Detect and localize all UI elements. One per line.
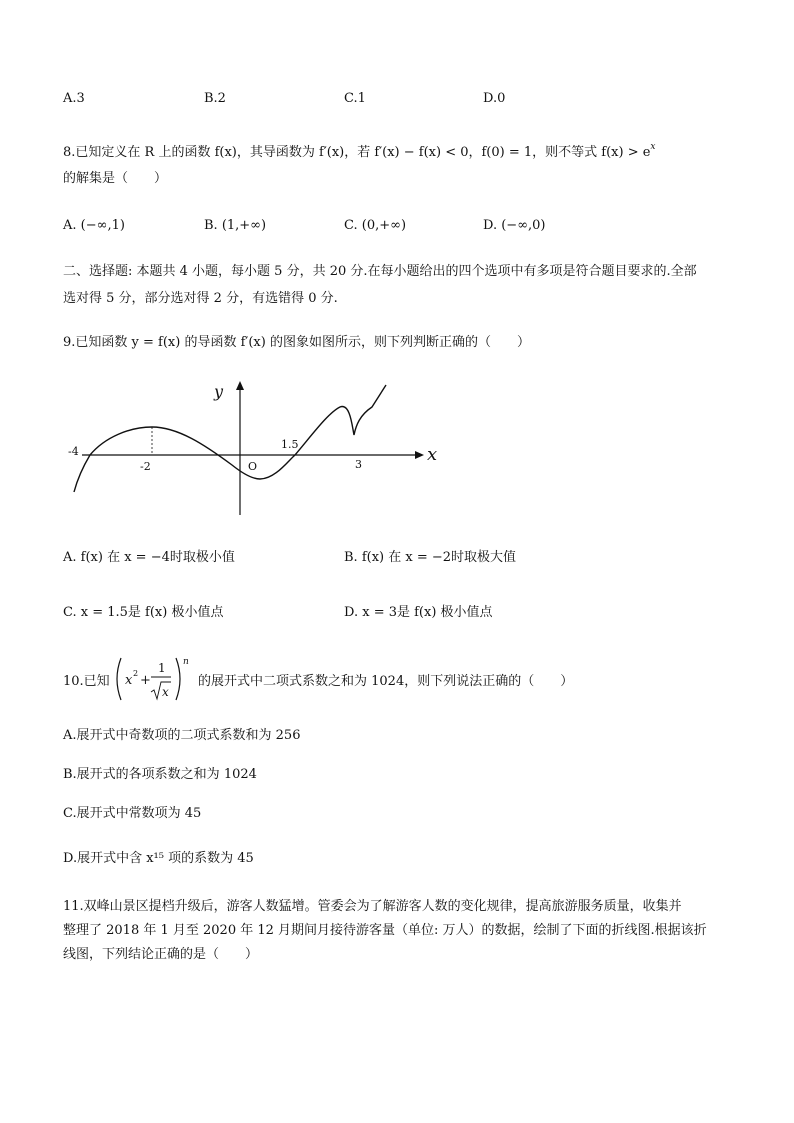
q8-stem-exponent: x (650, 142, 656, 152)
label-3: 3 (355, 458, 362, 471)
q7-option-d: D.0 (483, 91, 506, 106)
right-paren (176, 658, 180, 700)
q8-stem (63, 138, 656, 162)
q9-option-a: A. f(x) 在 x = −4时取极小值 (63, 550, 235, 565)
expr-x: x (125, 673, 133, 688)
q10-option-c: C.展开式中常数项为 45 (63, 806, 202, 821)
q10-option-d: D.展开式中含 x¹⁵ 项的系数为 45 (63, 851, 254, 866)
label-neg4: -4 (68, 445, 79, 458)
label-neg2: -2 (140, 460, 151, 473)
expr-numerator: 1 (158, 661, 166, 675)
section2-instructions-line2: 选对得 5 分，部分选对得 2 分，有选错得 0 分. (63, 291, 338, 306)
q10-option-a: A.展开式中奇数项的二项式系数和为 256 (63, 728, 301, 743)
q9-stem: 9.已知函数 y = f(x) 的导函数 f′(x) 的图象如图所示，则下列判断正确的（ ） (63, 335, 530, 350)
q9-derivative-graph (60, 375, 450, 520)
q7-option-b: B.2 (204, 91, 226, 106)
q7-option-a: A.3 (63, 91, 85, 106)
q9-option-b: B. f(x) 在 x = −2时取极大值 (344, 550, 517, 565)
q8-option-a: A. (−∞,1) (63, 218, 125, 233)
x-axis-arrow (415, 451, 424, 459)
y-axis-arrow (236, 381, 244, 390)
q9-option-c: C. x = 1.5是 f(x) 极小值点 (63, 605, 224, 620)
label-1-5: 1.5 (281, 438, 299, 451)
q8-option-c: C. (0,+∞) (344, 218, 407, 233)
q11-stem-line3: 线图，下列结论正确的是（ ） (63, 947, 259, 962)
expr-exponent-n: n (183, 657, 189, 667)
expr-denominator: x (162, 685, 169, 699)
q8-option-b: B. (1,+∞) (204, 218, 267, 233)
q11-stem-line2: 整理了 2018 年 1 月至 2020 年 12 月期间月接待游客量（单位: 万人）的数据，绘制了下面的折线图.根据该折 (63, 923, 707, 938)
q7-option-c: C.1 (344, 91, 366, 106)
q10-stem-suffix: 的展开式中二项式系数之和为 1024，则下列说法正确的（ ） (198, 674, 574, 689)
q8-stem-line1: 8.已知定义在 R 上的函数 f(x)，其导函数为 f′(x)，若 f′(x) − f(x) < 0，f(0) = 1，则不等式 f(x) > e (63, 145, 651, 160)
q9-option-d: D. x = 3是 f(x) 极小值点 (344, 605, 493, 620)
section2-instructions-line1: 二、选择题: 本题共 4 小题，每小题 5 分，共 20 分.在每小题给出的四个选项中有多项是符合题目要求的.全部 (63, 264, 697, 279)
q10-stem-prefix: 10.已知 (63, 674, 110, 689)
q8-option-d: D. (−∞,0) (483, 218, 546, 233)
q11-stem-line1: 11.双峰山景区提档升级后，游客人数猛增。管委会为了解游客人数的变化规律，提高旅游服务质量，收集并 (63, 899, 682, 914)
expr-plus: + (140, 673, 151, 688)
q8-stem-line2: 的解集是（ ） (63, 171, 168, 186)
x-axis-label: x (427, 444, 438, 465)
left-paren (117, 658, 121, 700)
derivative-curve (74, 385, 386, 492)
label-origin: O (248, 460, 258, 473)
q10-option-b: B.展开式的各项系数之和为 1024 (63, 767, 257, 782)
q10-expression (113, 654, 193, 704)
expr-exponent-2: 2 (133, 669, 139, 678)
y-axis-label: y (214, 382, 224, 401)
